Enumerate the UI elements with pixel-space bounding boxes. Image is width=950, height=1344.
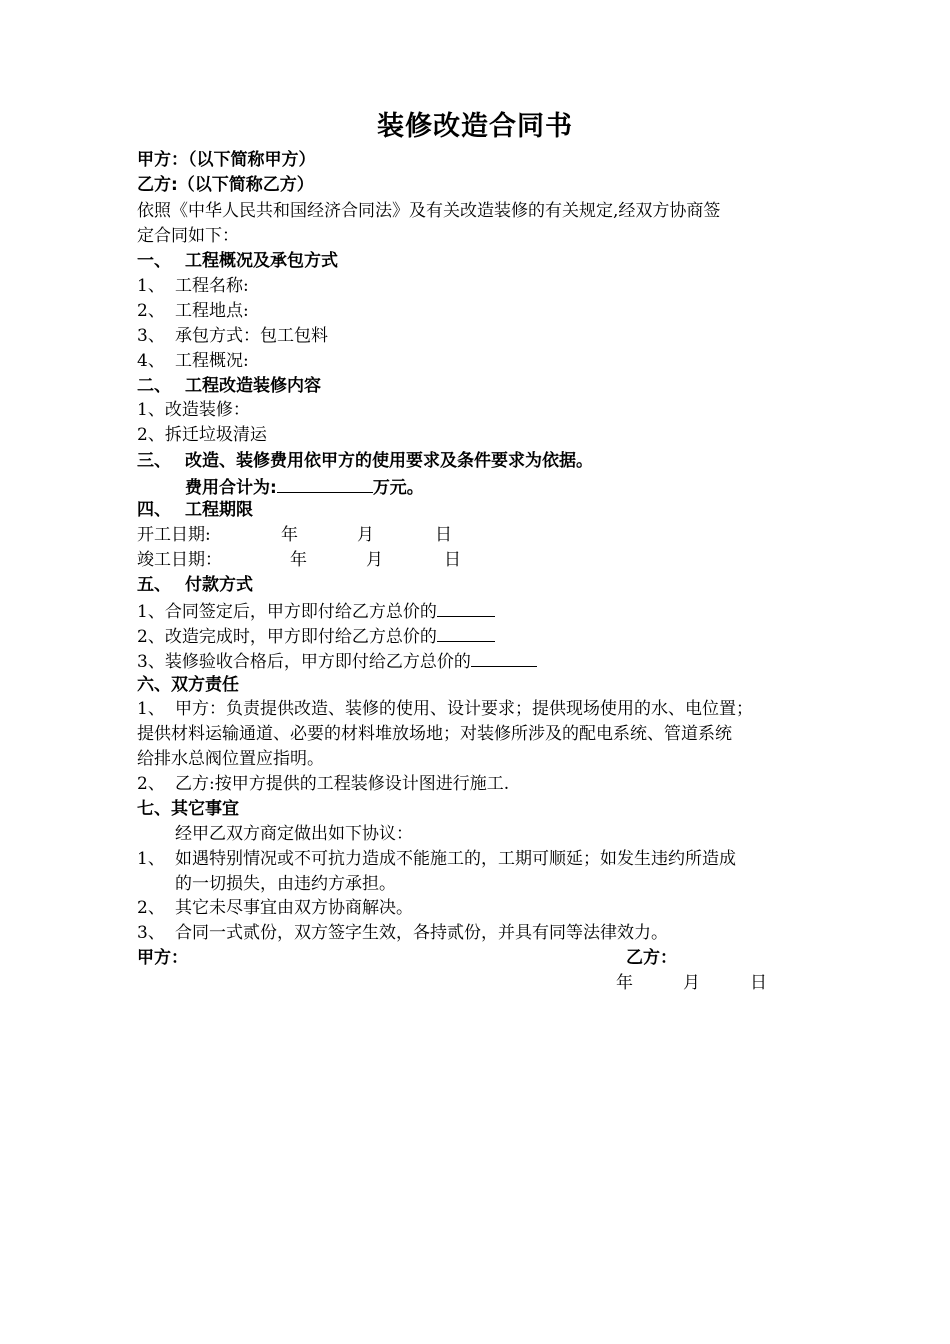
end-date-label: 竣工日期： (137, 550, 222, 570)
item-text: 承包方式：包工包料 (175, 326, 328, 346)
item-number: 3、 (137, 326, 165, 346)
item-number: 1、 (137, 276, 165, 296)
item-text: 工程概况: (175, 351, 249, 371)
item-number: 1、 (137, 849, 165, 869)
section-1-number: 一、 (137, 251, 171, 271)
payment-item-text: 3、装修验收合格后，甲方即付给乙方总价的 (137, 652, 471, 672)
fee-label: 费用合计为: (185, 478, 277, 498)
signature-month: 月 (683, 973, 700, 993)
item-text: 工程地点: (175, 301, 249, 321)
list-item (137, 276, 249, 296)
start-date-label: 开工日期: (137, 525, 211, 545)
responsibility-item-cont: 给排水总阀位置应指明。 (137, 749, 324, 769)
start-month: 月 (357, 525, 374, 545)
item-text: 其它未尽事宜由双方协商解决。 (175, 898, 413, 918)
responsibility-item-cont: 提供材料运输通道、必要的材料堆放场地；对装修所涉及的配电系统、管道系统 (137, 724, 732, 744)
item-number: 3、 (137, 923, 165, 943)
item-number: 2、 (137, 898, 165, 918)
fee-blank (277, 476, 373, 493)
item-text: 工程名称: (175, 276, 249, 296)
fee-unit: 万元。 (372, 478, 424, 498)
payment-blank (437, 625, 495, 642)
section-3-title: 改造、装修费用依甲方的使用要求及条件要求为依据。 (185, 451, 593, 471)
section-4-title: 工程期限 (185, 500, 253, 520)
item-number: 1、 (137, 699, 165, 719)
other-item-cont: 的一切损失，由违约方承担。 (175, 874, 396, 894)
signature-day: 日 (750, 973, 767, 993)
section-5-number: 五、 (137, 575, 171, 595)
end-year: 年 (290, 550, 307, 570)
payment-item (137, 625, 495, 647)
responsibility-item (137, 774, 509, 794)
item-number: 4、 (137, 351, 165, 371)
other-item (137, 849, 736, 869)
list-item (137, 351, 249, 371)
item-text: 如遇特别情况或不可抗力造成不能施工的，工期可顺延；如发生违约所造成 (175, 849, 736, 869)
payment-item-text: 1、合同签定后，甲方即付给乙方总价的 (137, 602, 437, 622)
fee-total-line (185, 476, 424, 498)
intro-line-2: 定合同如下： (137, 226, 239, 246)
signature-year: 年 (616, 973, 633, 993)
list-item (137, 301, 249, 321)
list-item (137, 326, 328, 346)
section-6-heading: 六、双方责任 (137, 675, 239, 695)
section-1-title: 工程概况及承包方式 (185, 251, 338, 271)
section-4-number: 四、 (137, 500, 171, 520)
item-number: 2、 (137, 774, 165, 794)
section-2-title: 工程改造装修内容 (185, 376, 321, 396)
section-5-heading (137, 575, 253, 595)
payment-item (137, 600, 495, 622)
item-text: 甲方：负责提供改造、装修的使用、设计要求；提供现场使用的水、电位置； (175, 699, 753, 719)
party-b-line: 乙方:（以下简称乙方） (137, 175, 314, 195)
list-item: 2、拆迁垃圾清运 (137, 425, 267, 445)
start-year: 年 (281, 525, 298, 545)
start-day: 日 (435, 525, 452, 545)
section-3-number: 三、 (137, 451, 171, 471)
intro-line-1: 依照《中华人民共和国经济合同法》及有关改造装修的有关规定,经双方协商签 (137, 201, 721, 221)
party-a-line: 甲方：（以下简称甲方） (137, 150, 316, 170)
section-7-heading: 七、其它事宜 (137, 799, 239, 819)
payment-blank (437, 600, 495, 617)
item-number: 2、 (137, 301, 165, 321)
section-4-heading (137, 500, 253, 520)
document-title: 装修改造合同书 (377, 111, 573, 142)
end-day: 日 (444, 550, 461, 570)
section-3-heading (137, 451, 593, 471)
item-text: 合同一式贰份，双方签字生效，各持贰份，并具有同等法律效力。 (175, 923, 668, 943)
item-text: 乙方:按甲方提供的工程装修设计图进行施工. (175, 774, 510, 794)
section-2-number: 二、 (137, 376, 171, 396)
payment-item (137, 650, 537, 672)
other-item (137, 898, 413, 918)
section-7-intro: 经甲乙双方商定做出如下协议： (175, 824, 413, 844)
section-1-heading (137, 251, 338, 271)
signature-party-b: 乙方： (626, 948, 677, 968)
list-item: 1、改造装修： (137, 400, 250, 420)
payment-item-text: 2、改造完成时，甲方即付给乙方总价的 (137, 627, 437, 647)
end-month: 月 (366, 550, 383, 570)
section-5-title: 付款方式 (185, 575, 253, 595)
other-item (137, 923, 668, 943)
payment-blank (471, 650, 537, 667)
responsibility-item (137, 699, 753, 719)
section-2-heading (137, 376, 321, 396)
signature-party-a: 甲方： (137, 948, 188, 968)
